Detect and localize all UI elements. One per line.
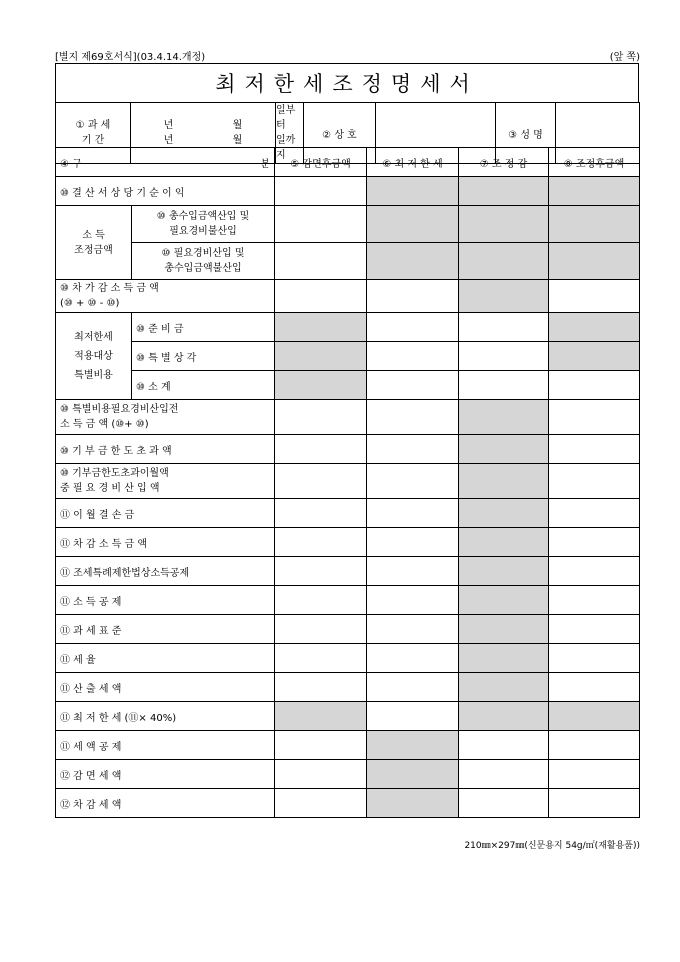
row-label: ⑩ 필요경비산입 및 총수입금액불산입: [132, 243, 275, 280]
cell-input[interactable]: [367, 557, 459, 586]
col-adjusted-amount-header: ⑧ 조정후금액: [549, 148, 640, 177]
shaded-cell: [459, 586, 549, 615]
shaded-cell: [459, 177, 549, 206]
cell-input[interactable]: [367, 499, 459, 528]
table-row: [56, 400, 640, 435]
table-row: [56, 673, 640, 702]
table-row: [56, 243, 640, 280]
shaded-cell: [549, 177, 640, 206]
cell-input[interactable]: [459, 789, 549, 818]
cell-input[interactable]: [367, 586, 459, 615]
shaded-cell: [549, 206, 640, 243]
table-row: [56, 280, 640, 313]
row-label: ⑪ 소 득 공 제: [56, 586, 275, 615]
cell-input[interactable]: [549, 760, 640, 789]
row-label: ⑩ 차 가 감 소 득 금 액 (⑩ + ⑩ - ⑩): [56, 280, 275, 313]
shaded-cell: [459, 615, 549, 644]
table-row: [56, 435, 640, 464]
table-row: [56, 464, 640, 499]
cell-input[interactable]: [275, 206, 367, 243]
table-row: [56, 499, 640, 528]
table-row: [56, 702, 640, 731]
cell-input[interactable]: [367, 615, 459, 644]
row-label: ⑪ 세 액 공 제: [56, 731, 275, 760]
shaded-cell: [549, 702, 640, 731]
row-label: ⑩ 준 비 금: [132, 313, 275, 342]
cell-input[interactable]: [367, 702, 459, 731]
table-row: [56, 615, 640, 644]
cell-input[interactable]: [275, 731, 367, 760]
shaded-cell: [549, 342, 640, 371]
table-row: [56, 177, 640, 206]
column-header-row: ④ 구 분 ⑤ 감면후금액 ⑥ 최 저 한 세 ⑦ 조 정 감 ⑧ 조정후금액: [56, 148, 640, 177]
shaded-cell: [275, 342, 367, 371]
cell-input[interactable]: [367, 371, 459, 400]
row-label: ⑩ 기부금한도초과이월액 중 필 요 경 비 산 입 액: [56, 464, 275, 499]
shaded-cell: [367, 789, 459, 818]
cell-input[interactable]: [549, 731, 640, 760]
table-row: [56, 206, 640, 243]
cell-input[interactable]: [275, 435, 367, 464]
shaded-cell: [549, 313, 640, 342]
shaded-cell: [275, 313, 367, 342]
row-label: ⑩ 특별비용필요경비산입전 소 득 금 액 (⑩+ ⑩): [56, 400, 275, 435]
shaded-cell: [367, 243, 459, 280]
cell-input[interactable]: [549, 673, 640, 702]
table-row: [56, 586, 640, 615]
table-row: [56, 371, 640, 400]
shaded-cell: [459, 243, 549, 280]
table-row: [56, 557, 640, 586]
cell-input[interactable]: [459, 371, 549, 400]
cell-input[interactable]: [275, 615, 367, 644]
row-label: ⑪ 과 세 표 준: [56, 615, 275, 644]
shaded-cell: [367, 760, 459, 789]
shaded-cell: [275, 371, 367, 400]
cell-input[interactable]: [459, 731, 549, 760]
col-adjustment-header: ⑦ 조 정 감: [459, 148, 549, 177]
col-after-reduction-header: ⑤ 감면후금액: [275, 148, 367, 177]
tax-period-dates[interactable]: 년 월 년 월: [131, 103, 276, 164]
cell-input[interactable]: [275, 243, 367, 280]
cell-input[interactable]: [459, 313, 549, 342]
cell-input[interactable]: [367, 435, 459, 464]
cell-input[interactable]: [275, 400, 367, 435]
row-label: ⑪ 최 저 한 세 (⑪× 40%): [56, 702, 275, 731]
shaded-cell: [459, 528, 549, 557]
row-label: ⑪ 세 율: [56, 644, 275, 673]
name-label: ③ 성 명: [496, 103, 556, 164]
shaded-cell: [459, 206, 549, 243]
table-row: [56, 313, 640, 342]
shaded-cell: [459, 673, 549, 702]
col-minimum-tax-header: ⑥ 최 저 한 세: [367, 148, 459, 177]
cell-input[interactable]: [367, 400, 459, 435]
row-label: ⑪ 차 감 소 득 금 액: [56, 528, 275, 557]
cell-input[interactable]: [367, 528, 459, 557]
cell-input[interactable]: [549, 371, 640, 400]
row-label: ⑪ 이 월 결 손 금: [56, 499, 275, 528]
table-row: [56, 644, 640, 673]
cell-input[interactable]: [275, 280, 367, 313]
cell-input[interactable]: [275, 528, 367, 557]
cell-input[interactable]: [275, 499, 367, 528]
cell-input[interactable]: [275, 586, 367, 615]
cell-input[interactable]: [275, 673, 367, 702]
row-label: ⑩ 특 별 상 각: [132, 342, 275, 371]
income-adjustment-label: 소 득 조정금액: [56, 206, 132, 280]
cell-input[interactable]: [549, 644, 640, 673]
cell-input[interactable]: [275, 789, 367, 818]
tax-period-suffix: 일부터 일까지: [276, 103, 304, 164]
row-label: ⑩ 총수입금액산입 및 필요경비불산입: [132, 206, 275, 243]
cell-input[interactable]: [549, 557, 640, 586]
item-header: ④ 구: [60, 158, 82, 170]
form-title: 최저한세조정명세서: [55, 63, 639, 103]
cell-input[interactable]: [549, 528, 640, 557]
form-reference: [별지 제69호서식](03.4.14.개정): [55, 52, 206, 63]
cell-input[interactable]: [367, 313, 459, 342]
cell-input[interactable]: [549, 464, 640, 499]
cell-input[interactable]: [367, 464, 459, 499]
row-label: ⑩ 결 산 서 상 당 기 순 이 익: [56, 177, 275, 206]
shaded-cell: [459, 499, 549, 528]
shaded-cell: [459, 464, 549, 499]
shaded-cell: [275, 702, 367, 731]
table-row: [56, 760, 640, 789]
shaded-cell: [367, 731, 459, 760]
cell-input[interactable]: [549, 499, 640, 528]
shaded-cell: [367, 206, 459, 243]
row-label: ⑩ 기 부 금 한 도 초 과 액: [56, 435, 275, 464]
cell-input[interactable]: [459, 760, 549, 789]
cell-input[interactable]: [275, 760, 367, 789]
table-row: [56, 342, 640, 371]
row-label: ⑫ 감 면 세 액: [56, 760, 275, 789]
table-row: [56, 789, 640, 818]
cell-input[interactable]: [367, 342, 459, 371]
cell-input[interactable]: [367, 673, 459, 702]
page-side: (앞 쪽): [609, 52, 640, 63]
row-label: ⑪ 조세특례제한법상소득공제: [56, 557, 275, 586]
shaded-cell: [459, 702, 549, 731]
cell-input[interactable]: [549, 280, 640, 313]
cell-input[interactable]: [549, 586, 640, 615]
row-label: ⑫ 차 감 세 액: [56, 789, 275, 818]
shaded-cell: [459, 280, 549, 313]
row-label: ⑩ 소 계: [132, 371, 275, 400]
cell-input[interactable]: [549, 400, 640, 435]
special-expense-label: 최저한세 적용대상 특별비용: [56, 313, 132, 400]
paper-spec-footer: 210㎜×297㎜(신문용지 54g/㎡(재활용품)): [464, 841, 640, 851]
row-label: ⑪ 산 출 세 액: [56, 673, 275, 702]
cell-input[interactable]: [549, 789, 640, 818]
cell-input[interactable]: [549, 615, 640, 644]
cell-input[interactable]: [275, 557, 367, 586]
cell-input[interactable]: [275, 177, 367, 206]
cell-input[interactable]: [549, 435, 640, 464]
shaded-cell: [459, 557, 549, 586]
cell-input[interactable]: [275, 464, 367, 499]
company-label: ② 상 호: [304, 103, 376, 164]
tax-period-label: ① 과 세 기 간: [56, 103, 131, 164]
adjustment-table: [55, 147, 640, 818]
shaded-cell: [459, 400, 549, 435]
cell-input[interactable]: [275, 644, 367, 673]
shaded-cell: [367, 177, 459, 206]
shaded-cell: [459, 644, 549, 673]
table-row: [56, 528, 640, 557]
cell-input[interactable]: [459, 342, 549, 371]
cell-input[interactable]: [367, 644, 459, 673]
shaded-cell: [549, 243, 640, 280]
shaded-cell: [459, 435, 549, 464]
cell-input[interactable]: [367, 280, 459, 313]
table-row: [56, 731, 640, 760]
